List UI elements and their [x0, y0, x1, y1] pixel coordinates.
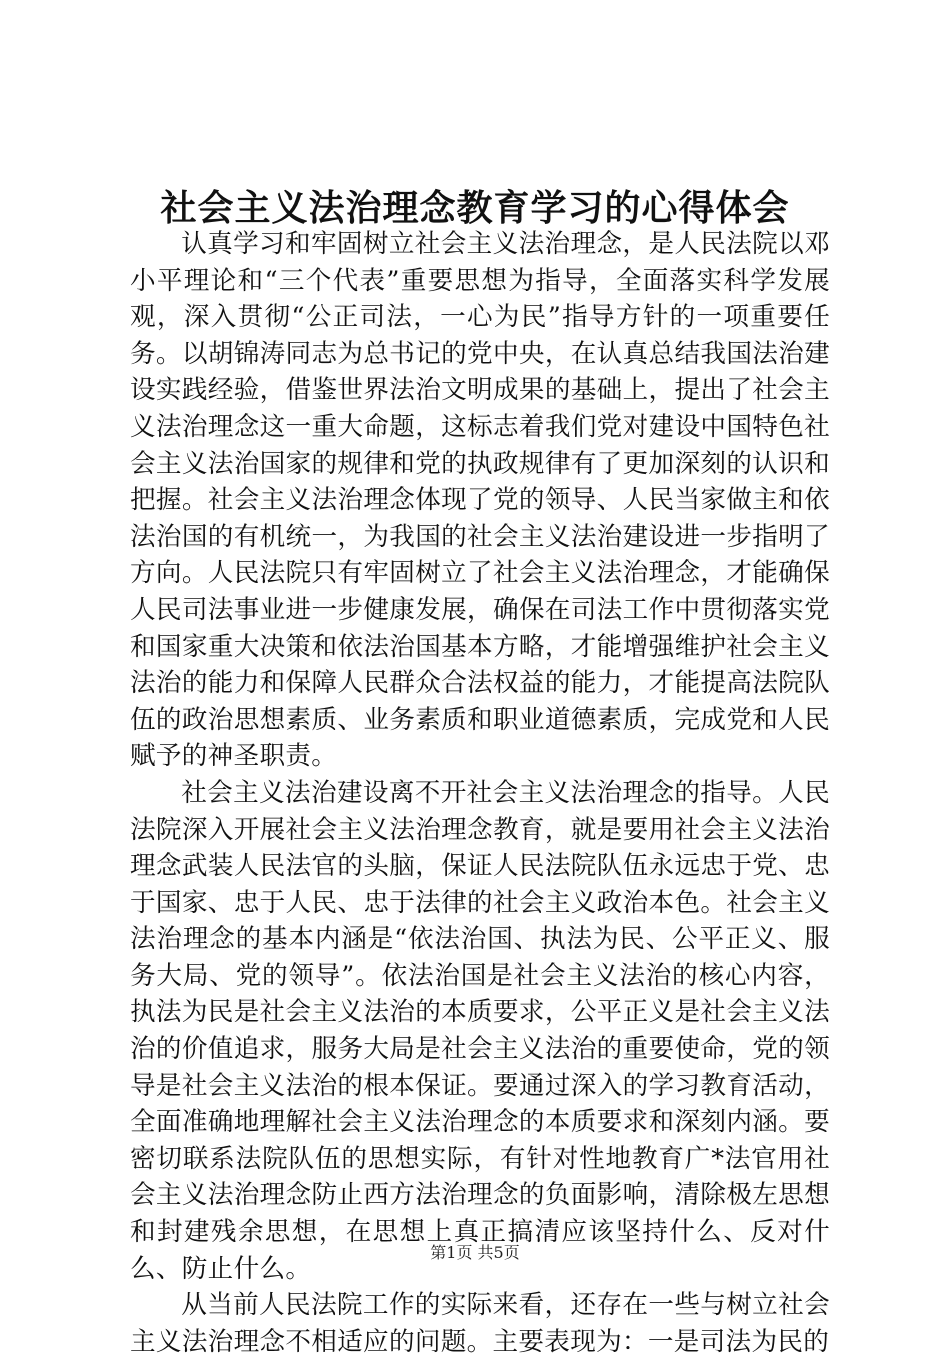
- document-body: [130, 226, 830, 1360]
- page-number-footer: 第1页 共5页: [430, 1243, 520, 1262]
- document-title: 社会主义法治理念教育学习的心得体会: [160, 187, 790, 229]
- paragraph-3: 从当前人民法院工作的实际来看，还存在一些与树立社会主义法治理念不相适应的问题。主要表现为：一是司法为民的: [130, 1290, 830, 1357]
- paragraph-2: 社会主义法治建设离不开社会主义法治理念的指导。人民法院深入开展社会主义法治理念教育，就是要用社会主义法治理念武装人民法官的头脑，保证人民法院队伍永远忠于党、忠于国家、忠于人民、忠于法律的社会主义政治本色。社会主义法治理念的基本内涵是“依法治国、执法为民、公平正义、服务大局、党的领导”。依法治国是社会主义法治的核心内容，执法为民是社会主义法治的本质要求，公平正义是社会主义法治的价值追求，服务大局是社会主义法治的重要使命，党的领导是社会主义法治的根本保证。要通过深入的学习教育活动，全面准确地理解社会主义法治理念的本质要求和深刻内涵。要密切联系法院队伍的思想实际，有针对性地教育广*法官用社会主义法治理念防止西方法治理念的负面影响，清除极左思想和封建残余思想，在思想上真正搞清应该坚持什么、反对什么、防止什么。: [130, 777, 830, 1284]
- paragraph-1: 认真学习和牢固树立社会主义法治理念，是人民法院以邓小平理论和“三个代表”重要思想为指导，全面落实科学发展观，深入贯彻“公正司法，一心为民”指导方针的一项重要任务。以胡锦涛同志为总书记的党中央，在认真总结我国法治建设实践经验，借鉴世界法治文明成果的基础上，提出了社会主义法治理念这一重大命题，这标志着我们党对建设中国特色社会主义法治国家的规律和党的执政规律有了更加深刻的认识和把握。社会主义法治理念体现了党的领导、人民当家做主和依法治国的有机统一，为我国的社会主义法治建设进一步指明了方向。人民法院只有牢固树立了社会主义法治理念，才能确保人民司法事业进一步健康发展，确保在司法工作中贯彻落实党和国家重大决策和依法治国基本方略，才能增强维护社会主义法治的能力和保障人民群众合法权益的能力，才能提高法院队伍的政治思想素质、业务素质和职业道德素质，完成党和人民赋予的神圣职责。: [130, 229, 830, 772]
